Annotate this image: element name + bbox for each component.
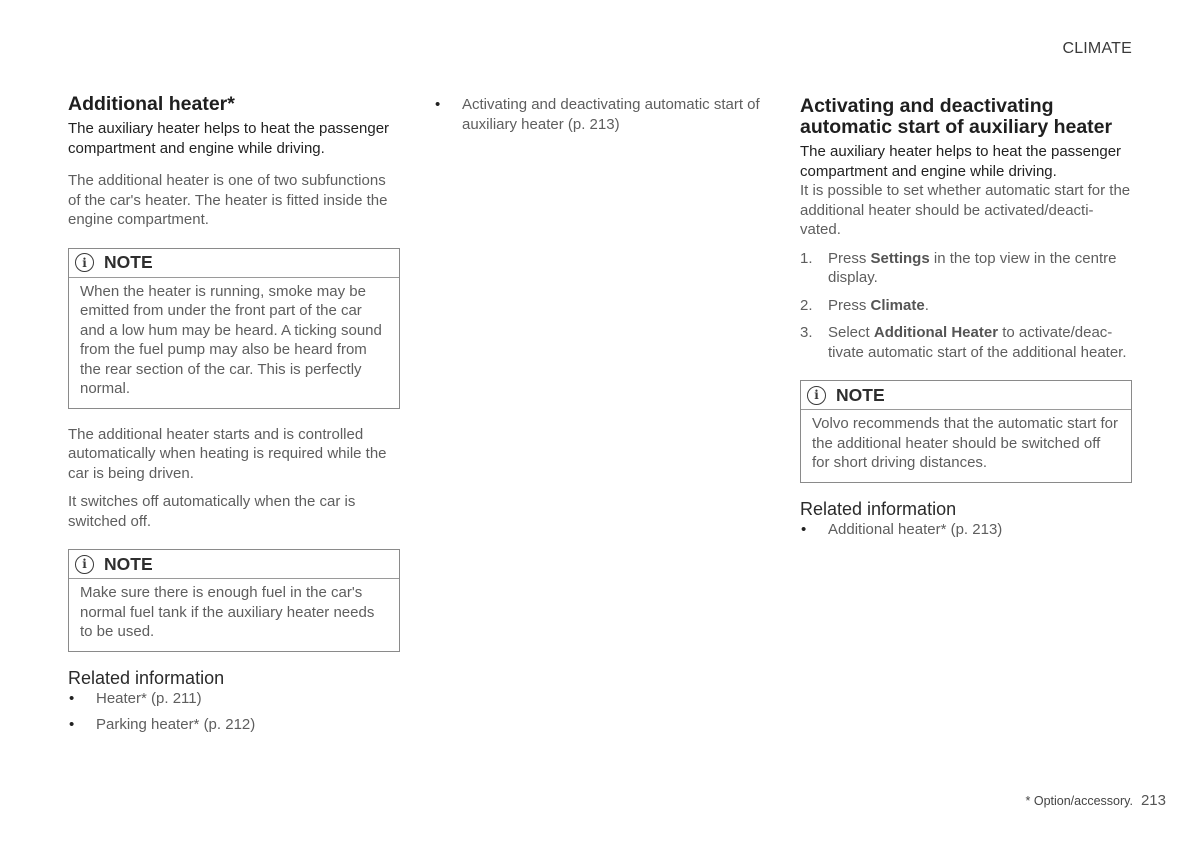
bullet-icon: • xyxy=(801,520,807,538)
heading-additional-heater: Additional heater* xyxy=(68,93,235,115)
bullet-icon: • xyxy=(69,716,75,733)
note-text: Make sure there is enough fuel in the car's normal fuel tank if the auxiliary heater needs to be used. xyxy=(80,584,375,640)
note-header xyxy=(69,249,399,278)
body-paragraph: The additional heater is one of two subfunctions of the car's heater. The heater is fitted inside the engine compartment. xyxy=(68,172,388,228)
info-icon: i xyxy=(807,386,826,405)
page-footer xyxy=(1026,792,1166,809)
related-information-list xyxy=(800,520,1132,540)
related-information-list xyxy=(434,95,774,134)
note-box xyxy=(68,248,400,409)
footnote: * Option/accessory. xyxy=(1025,794,1133,808)
note-box xyxy=(800,380,1132,483)
body-paragraph: The additional heater starts and is controlled automatically when heating is required while the car is being driven. xyxy=(68,425,387,482)
related-link-automatic-start[interactable]: • Activating and deactivating automatic start of auxiliary heater (p. 213) xyxy=(435,96,760,133)
column-automatic-start xyxy=(800,96,1132,539)
related-information-list xyxy=(68,689,400,735)
info-icon: i xyxy=(75,253,94,272)
note-box xyxy=(68,549,400,652)
section-label: CLIMATE xyxy=(1062,40,1132,57)
related-link-heater[interactable]: • Heater* (p. 211) xyxy=(69,689,202,707)
note-label: NOTE xyxy=(104,252,153,272)
related-link-additional-heater[interactable]: • Additional heater* (p. 213) xyxy=(801,520,1003,538)
step-item: 2. Press Climate. xyxy=(800,296,929,314)
note-text: When the heater is running, smoke may be emitted from under the front part of the car and a low hum may be heard. A ticking sound from the fuel pump may also be heard from the rear section of the car. This is perfectly normal. xyxy=(80,282,382,397)
step-item: 3. Select Additional Heater to activate/deac-tivate automatic start of the additional heater. xyxy=(800,324,1127,361)
page-number: 213 xyxy=(1140,792,1166,809)
related-information-heading: Related information xyxy=(800,498,957,519)
note-label: NOTE xyxy=(104,553,153,574)
body-paragraph: It is possible to set whether automatic start for the additional heater should be activated/deacti-vated. xyxy=(800,182,1131,238)
lead-text: The auxiliary heater helps to heat the passenger compartment and engine while driving. xyxy=(800,143,1122,180)
note-label: NOTE xyxy=(836,384,885,405)
instruction-steps xyxy=(800,249,1132,363)
note-header xyxy=(69,550,399,579)
bullet-icon: • xyxy=(69,689,75,707)
note-text: Volvo recommends that the automatic start for the additional heater should be switched off for short driving distances. xyxy=(812,415,1118,471)
ui-term-climate: Climate xyxy=(870,296,925,314)
bullet-icon: • xyxy=(435,96,441,113)
note-header xyxy=(801,381,1131,410)
body-paragraph: It switches off automatically when the car is switched off. xyxy=(68,493,356,530)
info-icon: i xyxy=(75,555,94,574)
ui-term-additional-heater: Additional Heater xyxy=(873,324,999,341)
related-link-parking-heater[interactable]: • Parking heater* (p. 212) xyxy=(69,716,256,733)
column-continued xyxy=(434,95,774,134)
step-item: 1. Press Settings in the top view in the centre display. xyxy=(800,249,1117,286)
lead-text: The auxiliary heater helps to heat the passenger compartment and engine while driving. xyxy=(68,120,390,157)
column-additional-heater xyxy=(68,94,400,735)
ui-term-settings: Settings xyxy=(870,249,930,267)
related-information-heading: Related information xyxy=(68,667,225,688)
heading-automatic-start: Activating and deactivating automatic start of auxiliary heater xyxy=(800,95,1113,138)
